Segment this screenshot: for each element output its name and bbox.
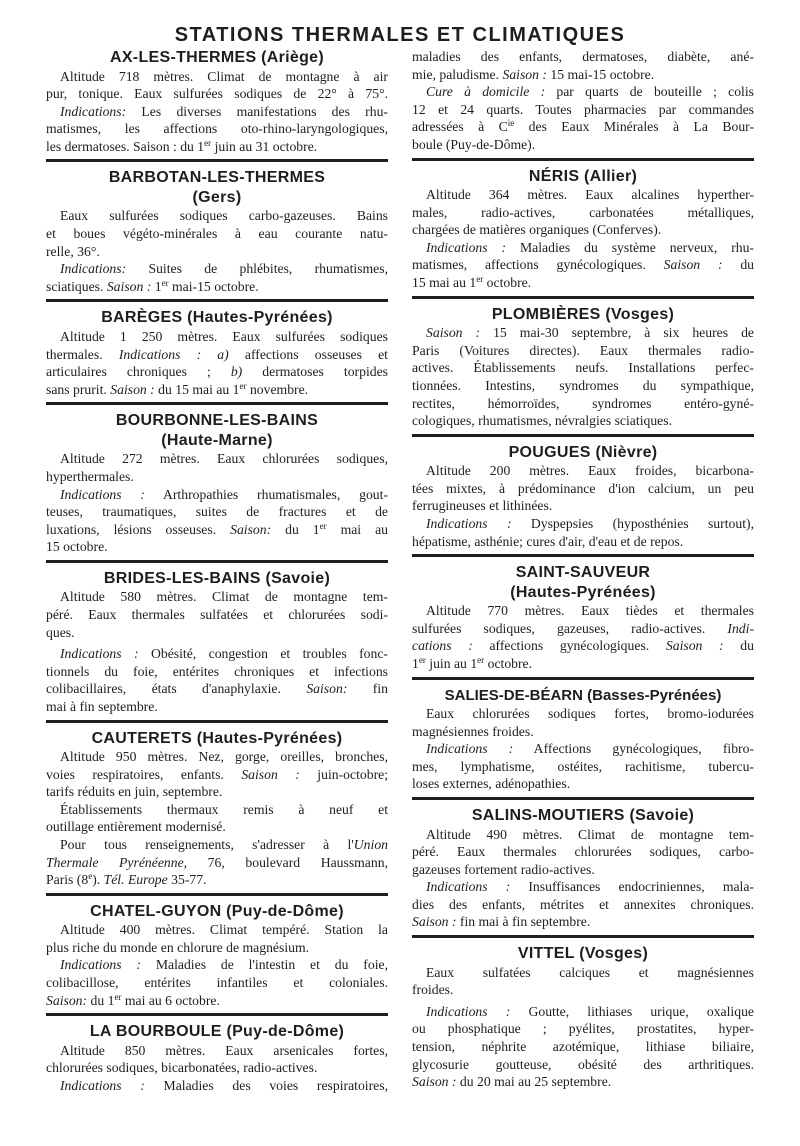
text-segment: luxations, lésions osseuses.: [46, 521, 231, 537]
text-segment: relle, 36°.: [46, 243, 100, 259]
text-line: [46, 663, 388, 681]
text-line: [46, 138, 388, 156]
text-segment: Suites de phlébites, rhumatismes,: [126, 261, 388, 277]
text-segment: hyperthermales.: [46, 468, 134, 484]
italic-text: Thermale Pyrénéenne,: [46, 854, 188, 870]
text-line: [412, 83, 754, 101]
text-segment: Eaux sulfurées sodiques carbo-gazeuses. Bains: [60, 208, 388, 224]
text-line: [46, 939, 388, 957]
text-segment: Paris (Voitures directes). Eaux thermales radio-: [412, 342, 754, 358]
text-segment: maladies des enfants, dermatoses, diabète, ané-: [412, 49, 754, 64]
superscript: er: [239, 380, 247, 391]
text-segment: péré. Eaux thermales chlorurées sodiques, carbo-: [412, 844, 754, 860]
text-line: [412, 136, 754, 154]
text-segment: tarifs réduits en juin, septembre.: [46, 784, 223, 800]
text-segment: tionnées. Intestins, syndromes du sympathique,: [412, 377, 754, 393]
text-segment: affections osseuses et: [228, 346, 388, 362]
text-line: [46, 225, 388, 243]
text-line: [412, 705, 754, 723]
text-line: [46, 871, 388, 889]
text-line: [412, 274, 754, 292]
text-segment: 15 mai-30 septembre, à six heures de: [480, 325, 754, 341]
text-segment: 15 mai-15 octobre.: [546, 66, 655, 82]
text-segment: du 15 mai au 1: [154, 381, 240, 397]
text-line: [46, 363, 388, 381]
italic-text: Saison:: [230, 521, 272, 537]
text-line: [412, 878, 754, 896]
text-segment: tées mixtes, à prédominance d'ion calcium, un peu: [412, 480, 754, 496]
text-segment: ques.: [46, 624, 75, 640]
station-title: LA BOURBOULE (Puy-de-Dôme): [89, 1023, 345, 1041]
text-segment: Altitude 580 mètres. Climat de montagne tem-: [60, 589, 388, 605]
text-line: [46, 956, 388, 974]
text-line: [412, 66, 754, 84]
text-segment: boule (Puy-de-Dôme).: [412, 136, 536, 152]
text-line: [412, 740, 754, 758]
text-segment: Les diverses manifestations des rhu-: [126, 103, 388, 119]
text-segment: Altitude 200 mètres. Eaux froides, bicarbona-: [426, 463, 754, 479]
superscript: ie: [507, 118, 515, 129]
text-segment: juin au 1: [425, 655, 478, 671]
text-segment: sans prurit.: [46, 381, 111, 397]
text-line: [46, 486, 388, 504]
station-title: BOURBONNE-LES-BAINS: [115, 412, 319, 430]
text-segment: adressées à C: [412, 119, 508, 135]
text-line: [46, 450, 388, 468]
text-segment: octobre.: [484, 655, 533, 671]
italic-text: Saison :: [110, 381, 155, 397]
superscript: er: [477, 654, 485, 665]
text-segment: hépatisme, asthénie; cures d'air, d'eau et de repos.: [412, 533, 684, 549]
text-line: [412, 637, 754, 655]
text-segment: articulaires chroniques ;: [46, 364, 231, 380]
text-segment: matismes, les affections oto-rhino-laryngologiques,: [46, 121, 388, 137]
text-line: [46, 503, 388, 521]
text-line: [412, 1038, 754, 1056]
text-segment: affections gynécologiques.: [472, 638, 666, 654]
text-line: [46, 1042, 388, 1060]
text-segment: Altitude 950 mètres. Nez, gorge, oreilles, bronches,: [60, 749, 388, 765]
text-segment: loses externes, adénopathies.: [412, 776, 571, 792]
text-line: [46, 766, 388, 784]
text-line: [46, 974, 388, 992]
text-segment: Eaux chlorurées sodiques fortes, bromo-iodurées: [426, 706, 754, 722]
text-segment: Altitude 718 mètres. Climat de montagne à air: [60, 68, 388, 84]
italic-text: Saison:: [306, 681, 348, 697]
text-segment: sulfurées sodiques, gazeuses, radio-actives.: [412, 620, 728, 636]
section-divider: [46, 159, 388, 162]
text-segment: Dyspepsies (hyposthénies surtout),: [511, 515, 754, 531]
italic-text: b): [230, 364, 243, 380]
text-segment: sciatiques.: [46, 278, 107, 294]
station-title: BARBOTAN-LES-THERMES: [108, 169, 326, 187]
text-segment: Établissements thermaux remis à neuf et: [60, 801, 388, 817]
italic-text: Cure à domicile :: [426, 84, 546, 100]
section-divider: [412, 677, 754, 680]
station-title: NÉRIS (Allier): [528, 167, 638, 185]
text-segment: 15 mai au 1: [412, 275, 477, 291]
text-line: [412, 533, 754, 551]
text-segment: mes, lymphatisme, ostéites, rachitisme, tubercu-: [412, 758, 754, 774]
text-segment: Maladies du système nerveux, rhu-: [506, 239, 754, 255]
text-segment: Obésité, congestion et troubles fonc-: [138, 646, 388, 662]
italic-text: Indications :: [426, 239, 507, 255]
text-segment: du: [722, 257, 754, 273]
text-segment: Insuffisances endocriniennes, mala-: [510, 879, 754, 895]
station-title: BRIDES-LES-BAINS (Savoie): [103, 569, 331, 587]
text-segment: Altitude 850 mètres. Eaux arsenicales fortes,: [60, 1042, 388, 1058]
text-line: [412, 101, 754, 119]
text-line: [412, 256, 754, 274]
text-line: [412, 655, 754, 673]
text-line: [412, 620, 754, 638]
text-segment: cologiques, rhumatismes, névralgies sciatiques.: [412, 413, 673, 429]
italic-text: Tél. Europe: [103, 872, 168, 888]
text-line: [412, 204, 754, 222]
text-line: [46, 103, 388, 121]
text-segment: Paris (8: [46, 872, 89, 888]
italic-text: Indications:: [60, 103, 127, 119]
text-line: [46, 992, 388, 1010]
text-segment: chargées de matières organiques (Conferves).: [412, 222, 662, 238]
text-segment: mai-15 octobre.: [168, 278, 259, 294]
text-line: [46, 854, 388, 872]
text-segment: 35-77.: [167, 872, 207, 888]
text-segment: mai au 6 octobre.: [121, 992, 220, 1008]
section-divider: [46, 402, 388, 405]
text-line: [412, 1020, 754, 1038]
section-divider: [46, 720, 388, 723]
text-segment: matismes, affections gynécologiques.: [412, 257, 664, 273]
italic-text: Saison :: [426, 325, 481, 341]
text-segment: tension, néphrite azotémique, lithiase biliaire,: [412, 1038, 754, 1054]
text-segment: Altitude 770 mètres. Eaux tièdes et thermales: [426, 603, 754, 619]
text-line: [412, 462, 754, 480]
text-line: [46, 260, 388, 278]
text-segment: du 1: [271, 521, 320, 537]
text-segment: mai au: [326, 521, 388, 537]
station-title: VITTEL (Vosges): [517, 945, 649, 963]
text-segment: du: [723, 638, 754, 654]
italic-text: Saison :: [502, 66, 547, 82]
text-segment: magnésiennes froides.: [412, 723, 534, 739]
text-line: [412, 497, 754, 515]
text-line: [412, 480, 754, 498]
text-line: [46, 921, 388, 939]
italic-text: Saison :: [412, 914, 457, 930]
text-line: [412, 723, 754, 741]
italic-text: Indications :: [60, 486, 145, 502]
text-segment: et boues végéto-minérales à eau courante natu-: [46, 226, 388, 242]
station-title: BARÈGES (Hautes-Pyrénées): [101, 309, 333, 327]
text-segment: 1: [412, 655, 419, 671]
text-line: [46, 243, 388, 261]
italic-text: Indications :: [426, 879, 511, 895]
italic-text: Indications :: [426, 1003, 511, 1019]
text-segment: les dermatoses. Saison : du 1: [46, 138, 205, 154]
text-segment: Goutte, lithiases urique, oxalique: [510, 1003, 754, 1019]
text-line: [412, 515, 754, 533]
text-segment: novembre.: [246, 381, 309, 397]
text-segment: par quarts de bouteille ; colis: [545, 84, 754, 100]
text-line: [412, 1056, 754, 1074]
superscript: er: [161, 277, 169, 288]
superscript: e: [88, 871, 93, 882]
text-line: [46, 624, 388, 642]
station-title: PLOMBIÈRES (Vosges): [491, 305, 675, 323]
text-line: [46, 346, 388, 364]
text-line: [46, 698, 388, 716]
text-line: [46, 748, 388, 766]
station-title: CHATEL-GUYON (Puy-de-Dôme): [90, 902, 344, 920]
text-segment: 1: [151, 278, 162, 294]
text-line: [412, 758, 754, 776]
text-line: [46, 783, 388, 801]
station-title: SALINS-MOUTIERS (Savoie): [471, 807, 695, 824]
station-title: AX-LES-THERMES (Ariège): [109, 49, 325, 66]
text-segment: 12 et 24 quarts. Toutes pharmacies par commandes: [412, 101, 754, 117]
text-line: [412, 395, 754, 413]
italic-text: Indications :: [426, 515, 512, 531]
section-divider: [46, 1013, 388, 1016]
text-line: [46, 836, 388, 854]
italic-text: Union: [353, 837, 388, 852]
station-title: CAUTERETS (Hautes-Pyrénées): [91, 729, 343, 747]
text-segment: 15 octobre.: [46, 539, 108, 555]
text-segment: des Eaux Minérales à La Bour-: [514, 119, 754, 135]
italic-text: cations :: [412, 638, 473, 654]
text-segment: Arthropathies rhumatismales, gout-: [144, 486, 388, 502]
text-segment: dies des enfants, métrites et annexites chroniques.: [412, 896, 754, 912]
text-segment: froides.: [412, 982, 454, 998]
page-title: STATIONS THERMALES ET CLIMATIQUES: [174, 24, 626, 46]
text-segment: du 20 mai au 25 septembre.: [456, 1074, 612, 1090]
station-title: (Haute-Marne): [161, 431, 273, 449]
text-segment: dermatoses torpides: [242, 364, 388, 380]
italic-text: Saison :: [241, 766, 300, 782]
section-divider: [46, 560, 388, 563]
station-title: SAINT-SAUVEUR: [515, 564, 651, 582]
text-segment: Eaux sulfatées calciques et magnésiennes: [426, 964, 754, 980]
text-segment: Altitude 490 mètres. Climat de montagne tem-: [426, 826, 754, 842]
text-segment: males, radio-actives, carbonatées métalliques,: [412, 204, 754, 220]
italic-text: Saison:: [46, 992, 88, 1008]
text-line: [412, 826, 754, 844]
section-divider: [412, 935, 754, 938]
text-line: [412, 861, 754, 879]
superscript: er: [114, 991, 122, 1002]
text-segment: colibacillaires, états d'anaphylaxie.: [46, 681, 307, 697]
text-line: [46, 328, 388, 346]
text-segment: tionnels du foie, entérites chroniques et infections: [46, 663, 388, 679]
text-segment: chlorurées sodiques, bicarbonatées, radio-actives.: [46, 1060, 318, 1076]
text-line: [412, 342, 754, 360]
text-segment: juin au 31 octobre.: [211, 138, 318, 154]
text-line: [46, 278, 388, 296]
italic-text: Saison :: [106, 278, 152, 294]
text-line: [412, 377, 754, 395]
text-line: [412, 775, 754, 793]
text-segment: Maladies des voies respiratoires,: [144, 1077, 388, 1093]
section-divider: [412, 158, 754, 161]
text-segment: ).: [92, 872, 104, 888]
italic-text: Indications :: [60, 957, 141, 973]
text-segment: colibacillose, entérites infantiles et coloniales.: [46, 975, 388, 991]
text-line: [412, 913, 754, 931]
text-segment: Altitude 272 mètres. Eaux chlorurées sodiques,: [60, 451, 388, 467]
text-line: [412, 412, 754, 430]
superscript: er: [476, 274, 484, 285]
text-line: [412, 239, 754, 257]
station-title: SALIES-DE-BÉARN (Basses-Pyrénées): [444, 686, 722, 704]
section-divider: [46, 299, 388, 302]
italic-text: Saison :: [663, 257, 723, 273]
text-segment: glycosurie goutteuse, obésité des arthritiques.: [412, 1056, 754, 1072]
text-line: [46, 645, 388, 663]
text-line: [412, 843, 754, 861]
text-line: [46, 588, 388, 606]
text-line: [412, 1073, 754, 1091]
text-segment: outillage entièrement modernisé.: [46, 819, 226, 835]
text-line: [46, 538, 388, 556]
section-divider: [412, 296, 754, 299]
superscript: er: [418, 654, 426, 665]
text-segment: mai à fin septembre.: [46, 698, 158, 714]
text-segment: péré. Eaux thermales sulfatées et chlorurées sodi-: [46, 606, 388, 622]
text-segment: fin: [347, 681, 388, 697]
text-segment: Altitude 1 250 mètres. Eaux sulfurées sodiques: [60, 328, 388, 344]
superscript: er: [319, 520, 327, 531]
section-divider: [412, 434, 754, 437]
text-segment: Altitude 364 mètres. Eaux alcalines hyperther-: [426, 187, 754, 203]
text-segment: mie, paludisme.: [412, 66, 503, 82]
superscript: er: [204, 137, 212, 148]
text-line: [412, 896, 754, 914]
text-segment: ferrugineuses et lithinées.: [412, 498, 553, 514]
italic-text: Indications :: [60, 646, 139, 662]
text-segment: Affections gynécologiques, fibro-: [513, 741, 754, 757]
text-segment: teuses, traumatiques, suites de fractures et de: [46, 504, 388, 520]
text-line: [46, 207, 388, 225]
text-line: [46, 680, 388, 698]
text-segment: ou phosphatique ; pyélites, prostatites, hyper-: [412, 1021, 754, 1037]
italic-text: Indications :: [60, 1077, 145, 1093]
text-segment: octobre.: [483, 275, 532, 291]
text-line: [46, 818, 388, 836]
text-line: [46, 381, 388, 399]
italic-text: Indications : a): [118, 346, 229, 362]
text-line: [46, 606, 388, 624]
station-title: POUGUES (Nièvre): [508, 443, 658, 461]
text-line: [412, 324, 754, 342]
column-left: [46, 48, 388, 1095]
italic-text: Saison :: [412, 1074, 457, 1090]
column-right: [412, 48, 754, 1091]
text-line: [412, 221, 754, 239]
text-segment: rectites, hémorroïdes, syndromes entéro-gyné-: [412, 395, 754, 411]
text-line: [46, 68, 388, 86]
station-title: (Gers): [192, 188, 242, 206]
text-line: [46, 120, 388, 138]
text-segment: plus riche du monde en chlorure de magnésium.: [46, 939, 310, 955]
text-line: [412, 1003, 754, 1021]
text-line: [46, 801, 388, 819]
station-title: (Hautes-Pyrénées): [510, 583, 656, 601]
text-segment: thermales.: [46, 346, 119, 362]
text-segment: gazeuses fortement radio-actives.: [412, 861, 595, 877]
text-segment: Maladies de l'intestin et du foie,: [141, 957, 388, 973]
section-divider: [46, 893, 388, 896]
text-segment: Altitude 400 mètres. Climat tempéré. Station la: [60, 922, 388, 938]
text-segment: voies respiratoires, enfants.: [46, 766, 242, 782]
italic-text: Indications :: [426, 741, 514, 757]
text-line: [412, 964, 754, 982]
section-divider: [412, 554, 754, 557]
text-line: [412, 602, 754, 620]
text-segment: du 1: [87, 992, 115, 1008]
text-segment: actives. Établissements neufs. Installations perfec-: [412, 360, 754, 376]
text-line: [46, 1059, 388, 1077]
text-line: [412, 118, 754, 136]
text-segment: juin-octobre;: [299, 766, 388, 782]
italic-text: Saison :: [665, 638, 724, 654]
text-line: [412, 981, 754, 999]
text-line: [46, 85, 388, 103]
text-line: [412, 359, 754, 377]
text-line: [46, 521, 388, 539]
text-segment: fin mai à fin septembre.: [456, 914, 591, 930]
text-line: [412, 48, 754, 66]
text-segment: pur, tonique. Eaux sulfurées sodiques de 22° à 75°.: [46, 86, 388, 102]
text-line: [46, 468, 388, 486]
section-divider: [412, 797, 754, 800]
italic-text: Indi-: [727, 620, 754, 636]
text-segment: 76, boulevard Haussmann,: [187, 854, 388, 870]
italic-text: Indications:: [60, 261, 127, 277]
text-line: [46, 1077, 388, 1095]
text-segment: Pour tous renseignements, s'adresser à l': [60, 837, 354, 852]
text-line: [412, 186, 754, 204]
